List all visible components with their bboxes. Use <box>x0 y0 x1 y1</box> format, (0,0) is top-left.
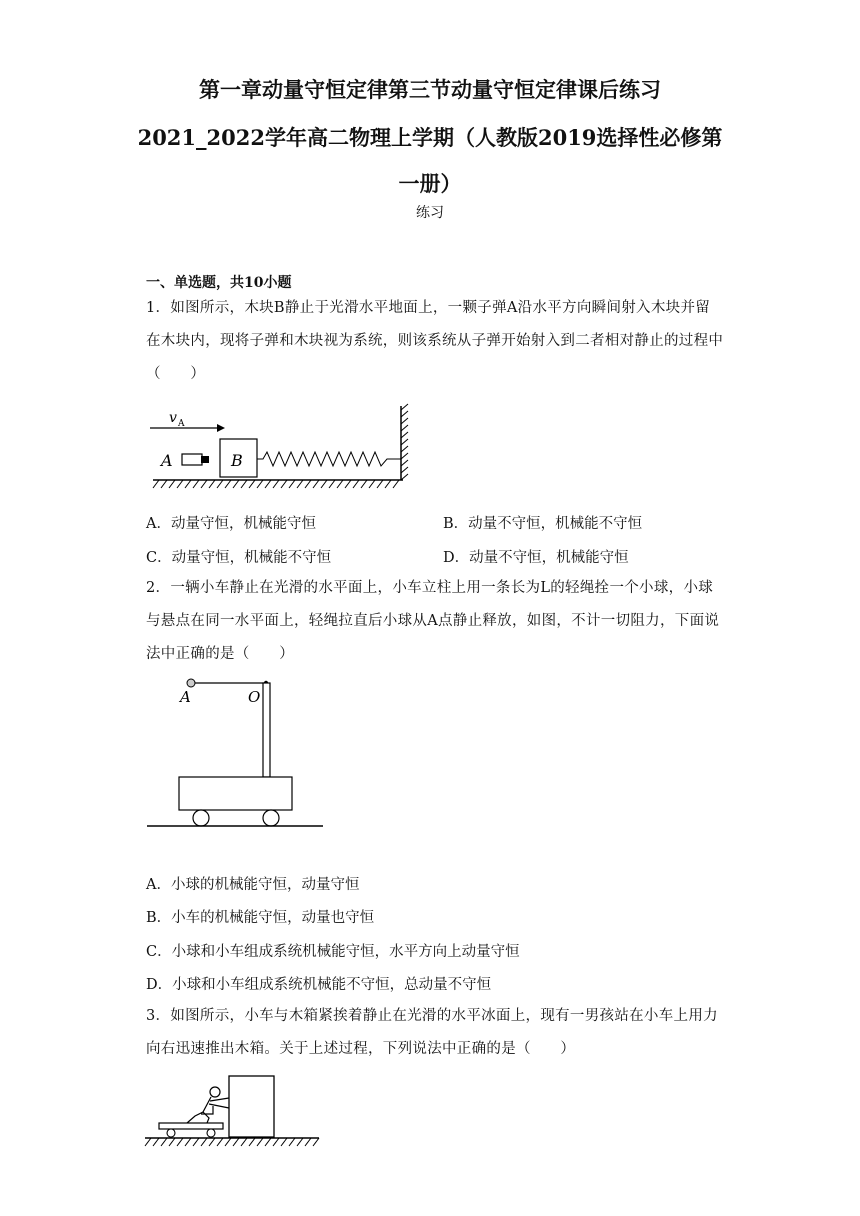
label-velocity-subscript: A <box>178 419 185 429</box>
cart-wheel <box>193 810 209 826</box>
q2-option-c: C．小球和小车组成系统机械能守恒，水平方向上动量守恒 <box>146 944 520 960</box>
doc-title-line-2: 2021_2022学年高二物理上学期（人教版2019选择性必修第 <box>137 125 723 150</box>
doc-subtitle: 练习 <box>416 205 444 221</box>
cart-body <box>179 777 292 810</box>
figure-cart-pendulum <box>145 674 327 830</box>
figure-boy-cart-box <box>143 1074 323 1150</box>
figure-bullet-block-spring <box>145 402 420 494</box>
question-2 <box>146 572 724 671</box>
small-cart <box>159 1123 223 1129</box>
question-1 <box>146 292 724 391</box>
pillar <box>263 683 270 777</box>
spring <box>257 452 401 466</box>
wooden-box <box>229 1076 274 1137</box>
question-text: 如图所示，木块B静止于光滑水平地面上，一颗子弹A沿水平方向瞬间射入木块并留在木块内，现将子弹和木块视为系统，则该系统从子弹开始射入到二者相对静止的过程中（ ） <box>146 300 724 382</box>
ball <box>187 679 195 687</box>
label-bullet-a: A <box>161 451 173 470</box>
question-number: 1． <box>146 300 171 316</box>
boy-figure <box>187 1087 229 1123</box>
doc-title-line-3: 一册） <box>398 171 462 196</box>
cart-wheel <box>167 1129 175 1137</box>
q1-option-d: D．动量不守恒，机械能守恒 <box>443 550 629 566</box>
q2-option-b: B．小车的机械能守恒，动量也守恒 <box>146 910 375 926</box>
question-number: 3． <box>146 1008 171 1024</box>
label-pivot-o: O <box>248 688 261 706</box>
q1-option-b: B．动量不守恒，机械能不守恒 <box>443 516 643 532</box>
cart-wheel <box>263 810 279 826</box>
doc-title-line-1: 第一章动量守恒定律第三节动量守恒定律课后练习 <box>199 77 661 102</box>
q1-option-c: C．动量守恒，机械能不守恒 <box>146 550 332 566</box>
label-ball-a: A <box>180 688 191 706</box>
q1-option-a: A．动量守恒，机械能守恒 <box>146 516 316 532</box>
section-heading: 一、单选题，共10小题 <box>146 275 292 291</box>
label-block-b: B <box>231 451 243 470</box>
cart-wheel <box>207 1129 215 1137</box>
question-text: 如图所示，小车与木箱紧挨着静止在光滑的水平冰面上，现有一男孩站在小车上用力向右迅速推出木箱。关于上述过程，下列说法中正确的是（ ） <box>146 1008 718 1057</box>
q2-option-a: A．小球的机械能守恒，动量守恒 <box>146 877 360 893</box>
question-number: 2． <box>146 580 171 596</box>
bullet-shape <box>182 454 202 465</box>
question-3 <box>146 1000 724 1066</box>
velocity-arrow-icon <box>217 424 225 432</box>
label-velocity: v <box>169 410 177 426</box>
question-text: 一辆小车静止在光滑的水平面上，小车立柱上用一条长为L的轻绳拴一个小球，小球与悬点在同一水平面上，轻绳拉直后小球从A点静止释放，如图，不计一切阻力，下面说法中正确的是（ ） <box>146 580 720 662</box>
q2-option-d: D．小球和小车组成系统机械能不守恒，总动量不守恒 <box>146 977 492 993</box>
